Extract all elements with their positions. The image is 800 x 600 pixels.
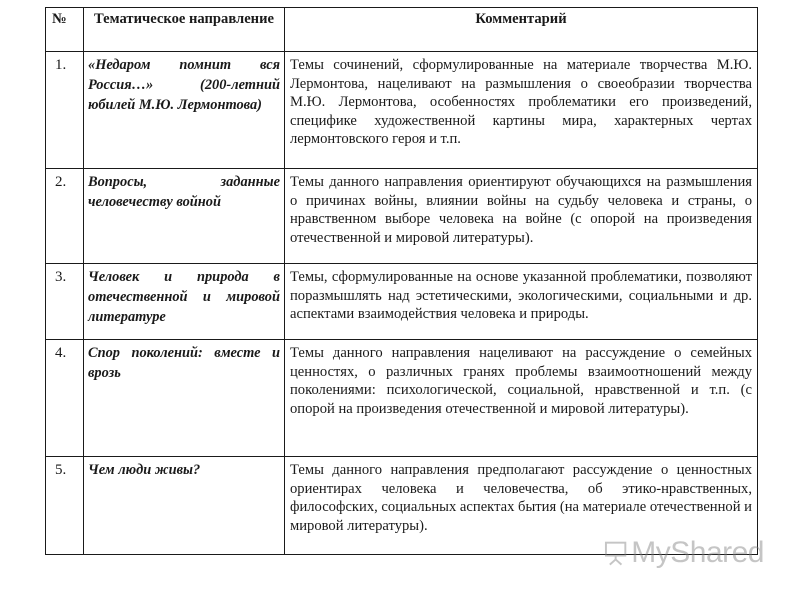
row-number: 2. (46, 169, 84, 264)
row-topic: «Недаром помнит вся Россия…» (200-летний юбилей М.Ю. Лермонтова) (84, 52, 285, 169)
row-topic: Спор поколений: вместе и врозь (84, 340, 285, 457)
row-topic: Человек и природа в отечественной и мировой литературе (84, 264, 285, 340)
row-comment: Темы данного направления предполагают рассуждение о ценностных ориентирах человека и человечества, об этико-нравственных, философских, социальных аспектах бытия (на материале отечественной и мировой литературы). (285, 457, 758, 555)
table-row (46, 169, 758, 264)
header-topic: Тематическое направление (84, 8, 285, 52)
row-number: 4. (46, 340, 84, 457)
row-topic: Вопросы, заданные человечеству войной (84, 169, 285, 264)
header-number: № (46, 8, 84, 52)
table-header-row (46, 8, 758, 52)
row-topic: Чем люди живы? (84, 457, 285, 555)
table-row (46, 52, 758, 169)
row-comment: Темы данного направления нацеливают на рассуждение о семейных ценностях, о различных гранях проблемы взаимоотношений между поколениями: психологической, социальной, нравственной и т.п. (с опорой на произведения отечественной и мировой литературы). (285, 340, 758, 457)
row-comment: Темы сочинений, сформулированные на материале творчества М.Ю. Лермонтова, нацеливают на размышления о своеобразии творчества М.Ю. Лермонтова, особенностях проблематики его произведений, специфике художественной картины мира, характерных чертах лермонтовского героя и т.п. (285, 52, 758, 169)
watermark-text: MyShared (631, 535, 764, 569)
row-number: 3. (46, 264, 84, 340)
table-row (46, 264, 758, 340)
header-comment: Комментарий (285, 8, 758, 52)
table-row (46, 340, 758, 457)
myshared-logo-icon (604, 533, 627, 573)
row-number: 5. (46, 457, 84, 555)
topics-table (45, 7, 758, 555)
watermark (604, 530, 764, 575)
row-comment: Темы, сформулированные на основе указанной проблематики, позволяют поразмышлять над эстетическими, экологическими, социальными и др. аспектами взаимодействия человека и природы. (285, 264, 758, 340)
row-number: 1. (46, 52, 84, 169)
row-comment: Темы данного направления ориентируют обучающихся на размышления о причинах войны, влиянии войны на судьбу человека и страны, о нравственном выборе человека на войне (с опорой на произведения отечественной и мировой литературы). (285, 169, 758, 264)
